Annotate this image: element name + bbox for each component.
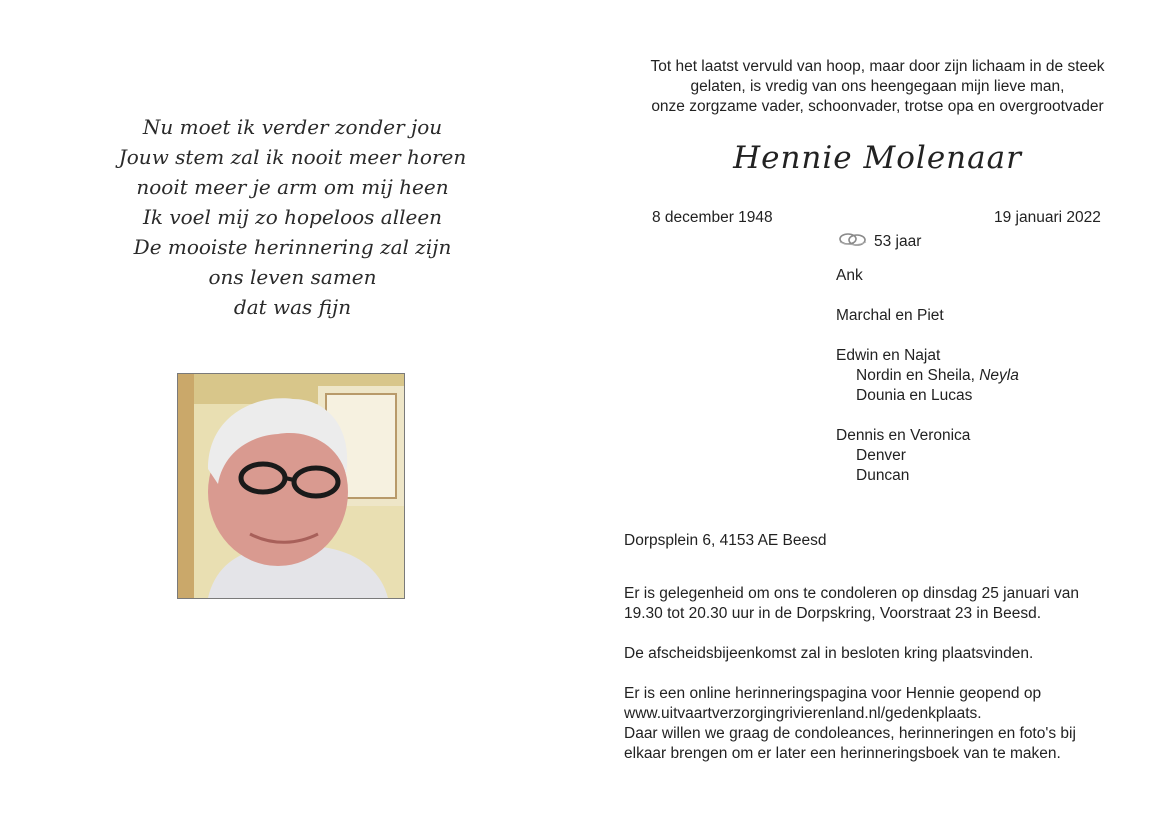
family-child: Edwin en Najat [836,347,941,364]
info-line: Er is gelegenheid om ons te condoleren op dinsdag 25 januari van [624,585,1079,602]
great-grandchild: Neyla [979,367,1019,384]
address: Dorpsplein 6, 4153 AE Beesd [624,532,827,549]
married-years-text: 53 jaar [874,232,922,250]
info-line: Daar willen we graag de condoleances, herinneringen en foto's bij [624,725,1076,742]
intro-line: gelaten, is vredig van ons heengegaan mijn lieve man, [690,78,1065,95]
grandchild-names: Nordin en Sheila, [856,367,975,384]
family-child: Marchal en Piet [836,307,944,324]
poem-line: nooit meer je arm om mij heen [136,175,449,199]
poem-line: Ik voel mij zo hopeloos alleen [142,205,443,229]
poem-line: dat was fijn [233,295,352,319]
poem-line: De mooiste herinnering zal zijn [133,235,452,259]
intro-line: Tot het laatst vervuld van hoop, maar door zijn lichaam in de steek [650,58,1105,75]
family-grandchild: Denver [856,447,906,464]
poem-line: ons leven samen [208,265,377,289]
poem-line: Jouw stem zal ik nooit meer horen [118,145,467,169]
info-line: Er is een online herinneringspagina voor Hennie geopend op [624,685,1042,702]
info-line: elkaar brengen om er later een herinneringsboek van te maken. [624,745,1061,762]
family-child: Dennis en Veronica [836,427,971,444]
memorial-url: www.uitvaartverzorgingrivierenland.nl/gedenkplaats. [624,705,982,722]
poem-line: Nu moet ik verder zonder jou [142,115,443,139]
married-years [837,230,921,253]
family-grandchild: Duncan [856,467,910,484]
intro-line: onze zorgzame vader, schoonvader, trotse opa en overgrootvader [651,98,1104,115]
intro-text [620,57,1135,117]
birth-date: 8 december 1948 [652,209,773,226]
info-line: 19.30 tot 20.30 uur in de Dorpskring, Voorstraat 23 in Beesd. [624,605,1042,622]
family-grandchild [836,366,1019,386]
family-list [836,266,1019,486]
poem [110,112,475,322]
death-date: 19 januari 2022 [994,209,1101,226]
family-spouse: Ank [836,267,863,284]
deceased-name: Hennie Molenaar [733,140,1022,176]
info-text [624,584,1144,764]
portrait-photo [177,373,405,599]
wedding-rings-icon [837,230,869,253]
info-line: De afscheidsbijeenkomst zal in besloten kring plaatsvinden. [624,645,1034,662]
family-grandchild: Dounia en Lucas [856,387,973,404]
